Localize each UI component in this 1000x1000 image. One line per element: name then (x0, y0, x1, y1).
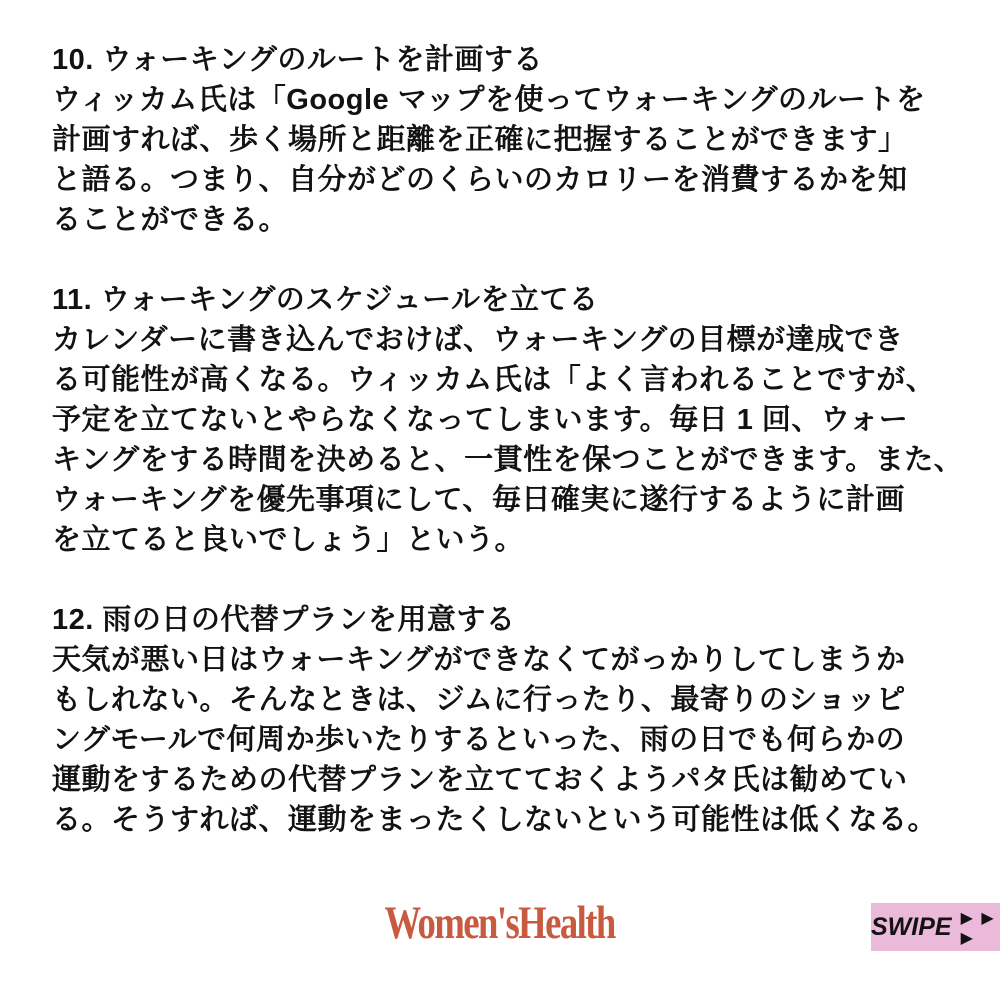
paragraph-line: ウォーキングを優先事項にして、毎日確実に遂行するように計画 (52, 484, 905, 516)
paragraph-line: ングモールで何周か歩いたりするといった、雨の日でも何らかの (52, 724, 906, 756)
swipe-arrows-icon: ▶ ▶ ▶ (960, 910, 996, 947)
section-12 (52, 600, 962, 840)
womens-health-logo (0, 896, 1000, 950)
article-text (52, 40, 962, 840)
section-11 (52, 280, 962, 560)
paragraph-line: 計画すれば、歩く場所と距離を正確に把握することができます」 (52, 124, 908, 156)
womens-health-logo-text: Women'sHealth (384, 897, 616, 949)
paragraph-line: もしれない。そんなときは、ジムに行ったり、最寄りのショッピ (52, 684, 906, 716)
paragraph-line: 予定を立てないとやらなくなってしまいます。毎日 1 回、ウォー (52, 404, 909, 436)
paragraph-line: 天気が悪い日はウォーキングができなくてがっかりしてしまうか (52, 644, 906, 676)
paragraph-line: と語る。つまり、自分がどのくらいのカロリーを消費するかを知 (52, 164, 908, 196)
paragraph-line: る可能性が高くなる。ウィッカム氏は「よく言われることですが、 (52, 364, 936, 396)
paragraph-line: カレンダーに書き込んでおけば、ウォーキングの目標が達成でき (52, 324, 904, 356)
paragraph-line: を立てると良いでしょう」という。 (52, 524, 525, 556)
swipe-button[interactable] (871, 903, 1000, 951)
paragraph-line: ることができる。 (52, 204, 289, 236)
swipe-label: SWIPE (871, 912, 952, 941)
section-heading: 11. ウォーキングのスケジュールを立てる (52, 284, 599, 316)
paragraph-line: キングをする時間を決めると、一貫性を保つことができます。また、 (52, 444, 964, 476)
section-heading: 12. 雨の日の代替プランを用意する (52, 604, 516, 636)
paragraph-line: 運動をするための代替プランを立てておくようパタ氏は勧めてい (52, 764, 908, 796)
paragraph-line: る。そうすれば、運動をまったくしないという可能性は低くなる。 (52, 804, 938, 836)
paragraph-line: ウィッカム氏は「Google マップを使ってウォーキングのルートを (52, 84, 926, 116)
section-10 (52, 40, 962, 240)
section-heading: 10. ウォーキングのルートを計画する (52, 44, 543, 76)
